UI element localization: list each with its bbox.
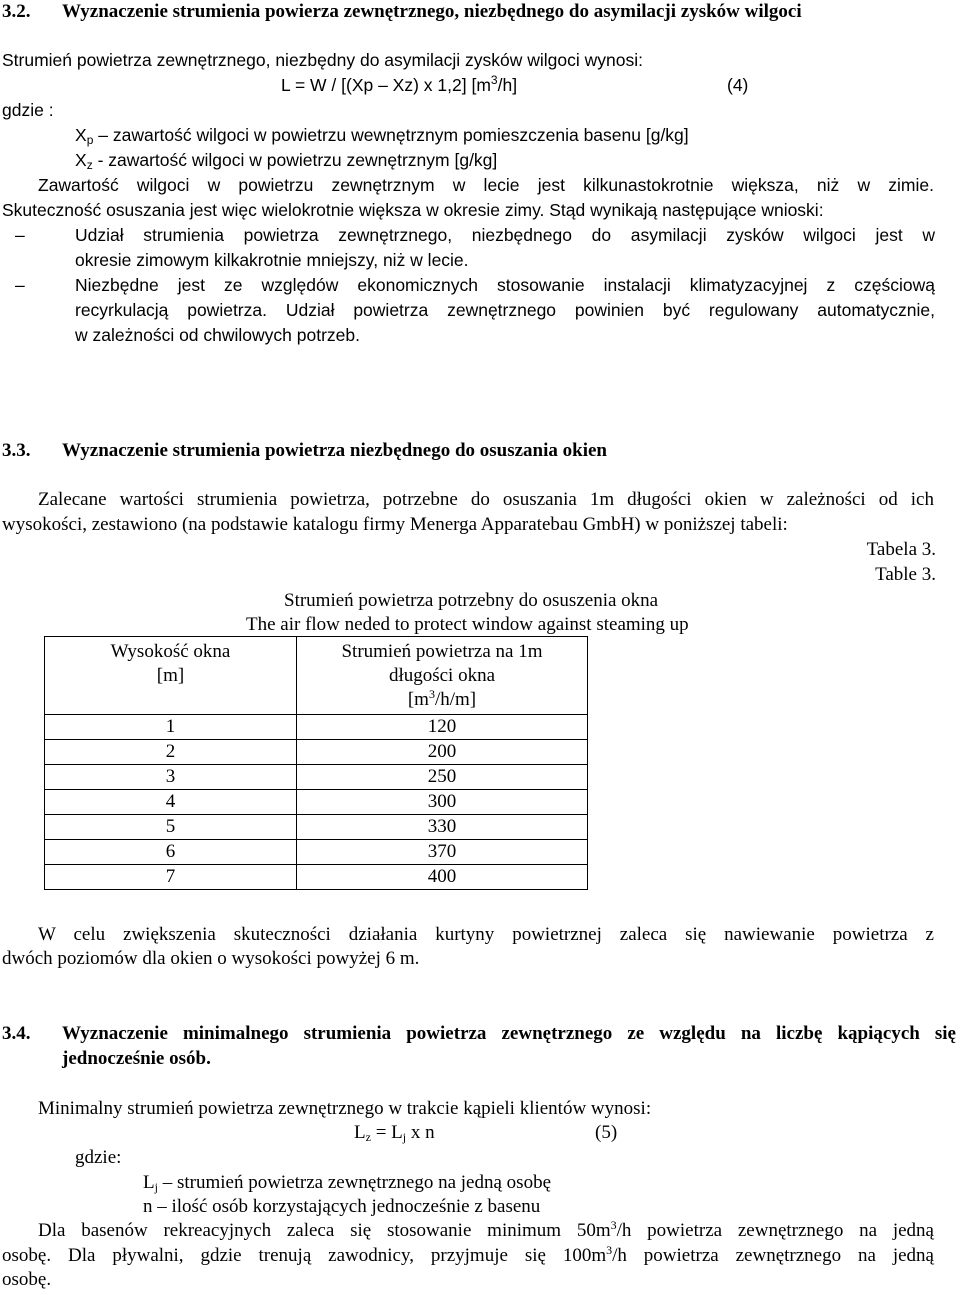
- section-3-4-intro: Minimalny strumień powietrza zewnętrznego w trakcie kąpieli klientów wynosi:: [38, 1098, 652, 1119]
- section-3-3-heading: Wyznaczenie strumienia powietrza niezbędnego do osuszania okien: [62, 440, 607, 461]
- table-header-row: [45, 637, 588, 715]
- formula-4: L = W / [(Xp – Xz) x 1,2] $[m^3/h]$: [281, 73, 518, 95]
- table-cell-flow: 370: [297, 840, 588, 865]
- table-row: [45, 765, 588, 790]
- bullet-2-line: Niezbędne jest ze względów ekonomicznych stosowanie instalacji klimatyzacyjnej z częściową: [75, 275, 935, 295]
- bullet-2-line: w zależności od chwilowych potrzeb.: [75, 325, 360, 345]
- gdzie-label: gdzie :: [2, 100, 54, 120]
- section-3-3-number: 3.3.: [2, 440, 31, 461]
- table-cell-height: 6: [45, 840, 297, 865]
- paragraph-line: osobę. Dla pływalni, gdzie trenują zawodnicy, przyjmuje się $100m^3/h$ powietrza zewnętrznego na jedną: [2, 1243, 934, 1266]
- table-cell-flow: 300: [297, 790, 588, 815]
- table-row: [45, 790, 588, 815]
- paragraph-line: Skuteczność osuszania jest więc wielokrotnie większa w okresie zimy. Stąd wynikają następujące wnioski:: [2, 200, 824, 220]
- table-cell-flow: 200: [297, 740, 588, 765]
- table-cell-flow: 250: [297, 765, 588, 790]
- tabela-label: Tabela 3.: [866, 539, 936, 560]
- bullet-1-line: okresie zimowym kilkakrotnie mniejszy, niż w lecie.: [75, 250, 469, 270]
- table-row: [45, 815, 588, 840]
- table-label: Table 3.: [875, 564, 936, 585]
- table-cell-height: 4: [45, 790, 297, 815]
- column-header-height: Wysokość okna [m]: [45, 637, 297, 715]
- table-caption-pl: Strumień powietrza potrzebny do osuszenia okna: [284, 590, 659, 611]
- paragraph-line: Zalecane wartości strumienia powietrza, potrzebne do osuszania 1m długości okien w zależności od ich: [38, 489, 934, 510]
- table-row: [45, 740, 588, 765]
- table-cell-height: 7: [45, 865, 297, 890]
- bullet-1-line: Udział strumienia powietrza zewnętrznego, niezbędnego do asymilacji zysków wilgoci jest w: [75, 225, 935, 245]
- paragraph-line: wysokości, zestawiono (na podstawie katalogu firmy Menerga Apparatebau GmbH) w poniższej tabeli:: [2, 514, 788, 535]
- definition-xp: $X_p$ – zawartość wilgoci w powietrzu wewnętrznym pomieszczenia basenu [g/kg]: [75, 125, 689, 147]
- bullet-2-line: recyrkulacją powietrza. Udział powietrza zewnętrznego powinien być regulowany automatycznie,: [75, 300, 935, 320]
- table-cell-flow: 400: [297, 865, 588, 890]
- definition-xz: $X_z$ - zawartość wilgoci w powietrzu zewnętrznym [g/kg]: [75, 150, 498, 172]
- table-cell-height: 1: [45, 715, 297, 740]
- definition-n: n – ilość osób korzystających jednocześnie z basenu: [143, 1196, 541, 1217]
- formula-4-number: (4): [727, 75, 749, 95]
- section-3-2-heading: Wyznaczenie strumienia powierza zewnętrznego, niezbędnego do asymilacji zysków wilgoci: [62, 1, 802, 22]
- paragraph-line: osobę.: [2, 1269, 52, 1290]
- formula-5: $L_z = L_j$ x n: [354, 1122, 435, 1144]
- table-cell-height: 2: [45, 740, 297, 765]
- gdzie-label: gdzie:: [75, 1147, 122, 1168]
- table-cell-height: 5: [45, 815, 297, 840]
- paragraph-line: W celu zwiększenia skuteczności działania kurtyny powietrznej zaleca się nawiewanie powietrza z: [38, 924, 934, 945]
- bullet-dash: –: [15, 225, 25, 245]
- column-header-flow: Strumień powietrza na 1m długości okna $[m^3/h/m]$: [297, 637, 588, 715]
- section-3-2-number: 3.2.: [2, 1, 31, 22]
- table-cell-flow: 330: [297, 815, 588, 840]
- section-3-4-number: 3.4.: [2, 1023, 31, 1044]
- table-cell-flow: 120: [297, 715, 588, 740]
- table-row: [45, 715, 588, 740]
- formula-5-number: (5): [595, 1122, 618, 1143]
- paragraph-line: Zawartość wilgoci w powietrzu zewnętrznym w lecie jest kilkunastokrotnie większa, niż w zimie.: [38, 175, 934, 195]
- definition-lj: $L_j$ – strumień powietrza zewnętrznego na jedną osobę: [143, 1172, 551, 1194]
- paragraph-line: Dla basenów rekreacyjnych zaleca się stosowanie minimum $50m^3/h$ powietrza zewnętrznego na jedną: [38, 1218, 934, 1241]
- section-3-2-intro: Strumień powietrza zewnętrznego, niezbędny do asymilacji zysków wilgoci wynosi:: [2, 50, 643, 70]
- table-caption-en: The air flow neded to protect window against steaming up: [246, 614, 689, 635]
- section-3-4-heading: Wyznaczenie minimalnego strumienia powietrza zewnętrznego ze względu na liczbę kąpiących się: [62, 1023, 956, 1044]
- section-3-4-heading: jednocześnie osób.: [62, 1048, 211, 1069]
- air-flow-table: [44, 636, 588, 890]
- bullet-dash: –: [15, 275, 25, 295]
- table-row: [45, 840, 588, 865]
- table-cell-height: 3: [45, 765, 297, 790]
- table-row: [45, 865, 588, 890]
- paragraph-line: dwóch poziomów dla okien o wysokości powyżej 6 m.: [2, 948, 420, 969]
